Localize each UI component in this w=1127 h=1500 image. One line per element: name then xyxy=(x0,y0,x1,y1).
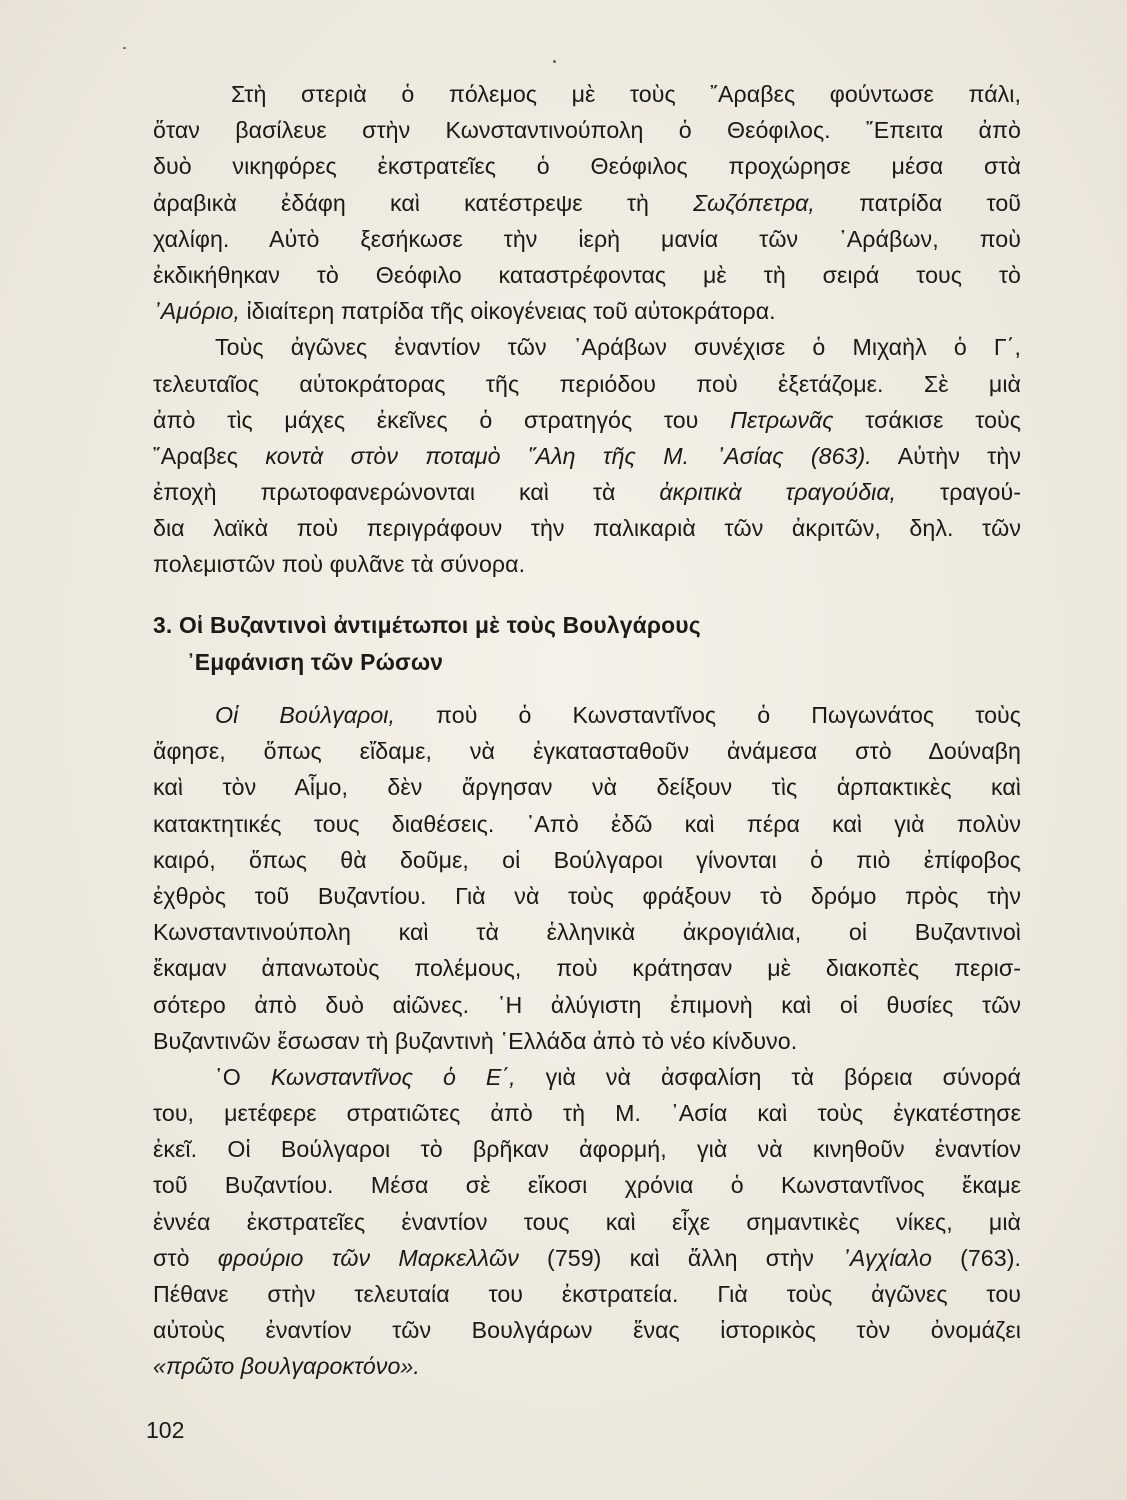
text-line xyxy=(153,438,1021,474)
text-line xyxy=(153,697,1021,733)
section-number: 3. xyxy=(153,612,173,638)
text-line xyxy=(153,1240,1021,1276)
section-title: Οἱ Βυζαντινοὶ ἀντιμέτωποι μὲ τοὺς Βουλγάρους xyxy=(178,612,701,638)
text-segment: τραγού- xyxy=(896,479,1021,506)
text-line: Κωνσταντινούπολη καὶ τὰ ἑλληνικὰ ἀκρογιάλια, οἱ Βυζαντινοὶ xyxy=(153,919,1021,946)
emphasized-text: Κωνσταντῖνος ὁ Ε΄, xyxy=(270,1063,516,1090)
body-text-top xyxy=(153,76,1021,583)
emphasized-text: ᾽Αμόριο, xyxy=(153,298,240,325)
emphasized-text: ἀκριτικὰ τραγούδια, xyxy=(659,479,897,506)
emphasized-text: φρούριο τῶν Μαρκελλῶν xyxy=(217,1244,519,1271)
text-line: χαλίφη. Αὐτὸ ξεσήκωσε τὴν ἱερὴ μανία τῶν ᾽Αράβων, ποὺ xyxy=(153,225,1021,252)
section-heading xyxy=(153,607,1021,680)
text-line: ὅταν βασίλευε στὴν Κωνσταντινούπολη ὁ Θεόφιλος. ῎Επειτα ἀπὸ xyxy=(153,117,1021,144)
text-segment: Αὐτὴν τὴν xyxy=(871,442,1021,469)
text-line: τοῦ Βυζαντίου. Μέσα σὲ εἴκοσι χρόνια ὁ Κωνσταντῖνος ἔκαμε xyxy=(153,1172,1021,1199)
text-line: Βυζαντινῶν ἔσωσαν τὴ βυζαντινὴ ῾Ελλάδα ἀπὸ τὸ νέο κίνδυνο. xyxy=(153,1027,798,1054)
text-segment: ῎Αραβες xyxy=(153,442,266,469)
text-line: πολεμιστῶν ποὺ φυλᾶνε τὰ σύνορα. xyxy=(153,551,526,578)
text-segment: ἰδιαίτερη πατρίδα τῆς οἰκογένειας τοῦ αὐτοκράτορα. xyxy=(239,298,776,325)
text-line: καὶ τὸν Αἷμο, δὲν ἄργησαν νὰ δείξουν τὶς ἁρπακτικὲς καὶ xyxy=(153,774,1021,801)
text-segment: (759) καὶ ἄλλη στὴν xyxy=(518,1244,843,1271)
text-segment: πατρίδα τοῦ xyxy=(814,189,1022,216)
paragraph xyxy=(153,1059,1021,1385)
text-line xyxy=(153,474,1021,510)
text-line: ἐχθρὸς τοῦ Βυζαντίου. Γιὰ νὰ τοὺς φράξουν τὸ δρόμο πρὸς τὴν xyxy=(153,882,1021,909)
emphasized-text: ᾽Αγχίαλο xyxy=(842,1244,932,1271)
paragraph xyxy=(153,329,1021,582)
page-number: 102 xyxy=(146,1417,185,1443)
section-heading-line xyxy=(153,607,1021,644)
text-line xyxy=(153,402,1021,438)
text-line: κατακτητικές τους διαθέσεις. ᾽Απὸ ἐδῶ καὶ πέρα καὶ γιὰ πολὺν xyxy=(153,810,1021,837)
section-subtitle: ᾽Εμφάνιση τῶν Ρώσων xyxy=(187,648,444,675)
text-line: δυὸ νικηφόρες ἐκστρατεῖες ὁ Θεόφιλος προχώρησε μέσα στὰ xyxy=(153,153,1021,180)
text-line xyxy=(153,293,1021,329)
emphasized-text: Πετρωνᾶς xyxy=(730,406,834,433)
text-line: Πέθανε στὴν τελευταία του ἐκστρατεία. Γιὰ τοὺς ἀγῶνες του xyxy=(153,1281,1021,1307)
text-line xyxy=(153,1348,1021,1384)
emphasized-text: Οἱ Βούλγαροι, xyxy=(215,702,395,728)
text-line: σότερο ἀπὸ δυὸ αἰῶνες. ῾Η ἀλύγιστη ἐπιμονὴ καὶ οἱ θυσίες τῶν xyxy=(153,991,1021,1018)
text-segment: ῾Ο xyxy=(215,1063,271,1090)
text-segment: γιὰ νὰ ἀσφαλίση τὰ βόρεια σύνορά xyxy=(515,1063,1021,1090)
emphasized-text: Σωζόπετρα, xyxy=(693,189,815,216)
emphasized-text: κοντὰ στὸν ποταμὸ ῞Αλη τῆς Μ. ᾽Ασίας (863). xyxy=(265,442,872,469)
text-line: ἐννέα ἐκστρατεῖες ἐναντίον τους καὶ εἶχε σημαντικὲς νίκες, μιὰ xyxy=(153,1208,1021,1235)
text-segment: (763). xyxy=(931,1244,1021,1271)
body-text-bottom xyxy=(153,697,1021,1385)
text-segment: στὸ xyxy=(153,1244,218,1271)
text-segment: ἀπὸ τὶς μάχες ἐκεῖνες ὁ στρατηγός του xyxy=(153,406,731,433)
paper-speck xyxy=(553,60,556,63)
text-segment: τσάκισε τοὺς xyxy=(833,406,1022,433)
text-line: ἔκαμαν ἀπανωτοὺς πολέμους, ποὺ κράτησαν μὲ διακοπὲς περισ- xyxy=(153,955,1021,982)
text-line: δια λαϊκὰ ποὺ περιγράφουν τὴν παλικαριὰ τῶν ἀκριτῶν, δηλ. τῶν xyxy=(153,515,1021,542)
text-line: αὐτοὺς ἐναντίον τῶν Βουλγάρων ἕνας ἱστορικὸς τὸν ὀνομάζει xyxy=(153,1317,1021,1344)
text-segment: ἐποχὴ πρωτοφανερώνονται καὶ τὰ xyxy=(153,479,660,506)
text-line: ἄφησε, ὅπως εἴδαμε, νὰ ἐγκατασταθοῦν ἀνάμεσα στὸ Δούναβη xyxy=(153,738,1021,765)
paragraph xyxy=(153,76,1021,329)
text-segment: ποὺ ὁ Κωνσταντῖνος ὁ Πωγωνάτος τοὺς xyxy=(394,702,1021,728)
text-line: του, μετέφερε στρατιῶτες ἀπὸ τὴ Μ. ᾽Ασία καὶ τοὺς ἐγκατέστησε xyxy=(153,1100,1021,1127)
text-line: ἐκεῖ. Οἱ Βούλγαροι τὸ βρῆκαν ἀφορμή, γιὰ νὰ κινηθοῦν ἐναντίον xyxy=(153,1136,1021,1163)
paper-speck xyxy=(123,47,126,49)
text-line: Τοὺς ἀγῶνες ἐναντίον τῶν ᾽Αράβων συνέχισε ὁ Μιχαὴλ ὁ Γ΄, xyxy=(215,334,1021,361)
emphasized-text: «πρῶτο βουλγαροκτόνο». xyxy=(153,1353,420,1380)
text-line: Στὴ στεριὰ ὁ πόλεμος μὲ τοὺς ῎Αραβες φούντωσε πάλι, xyxy=(231,81,1021,107)
text-segment: ἀραβικὰ ἐδάφη καὶ κατέστρεψε τὴ xyxy=(153,189,694,216)
text-line xyxy=(153,185,1021,221)
text-line: τελευταῖος αὐτοκράτορας τῆς περιόδου ποὺ ἐξετάζομε. Σὲ μιὰ xyxy=(153,370,1021,397)
text-line xyxy=(153,1059,1021,1095)
text-line: καιρό, ὅπως θὰ δοῦμε, οἱ Βούλγαροι γίνονται ὁ πιὸ ἐπίφοβος xyxy=(153,846,1021,873)
paragraph xyxy=(153,697,1021,1059)
text-line: ἐκδικήθηκαν τὸ Θεόφιλο καταστρέφοντας μὲ τὴ σειρά τους τὸ xyxy=(153,261,1021,288)
